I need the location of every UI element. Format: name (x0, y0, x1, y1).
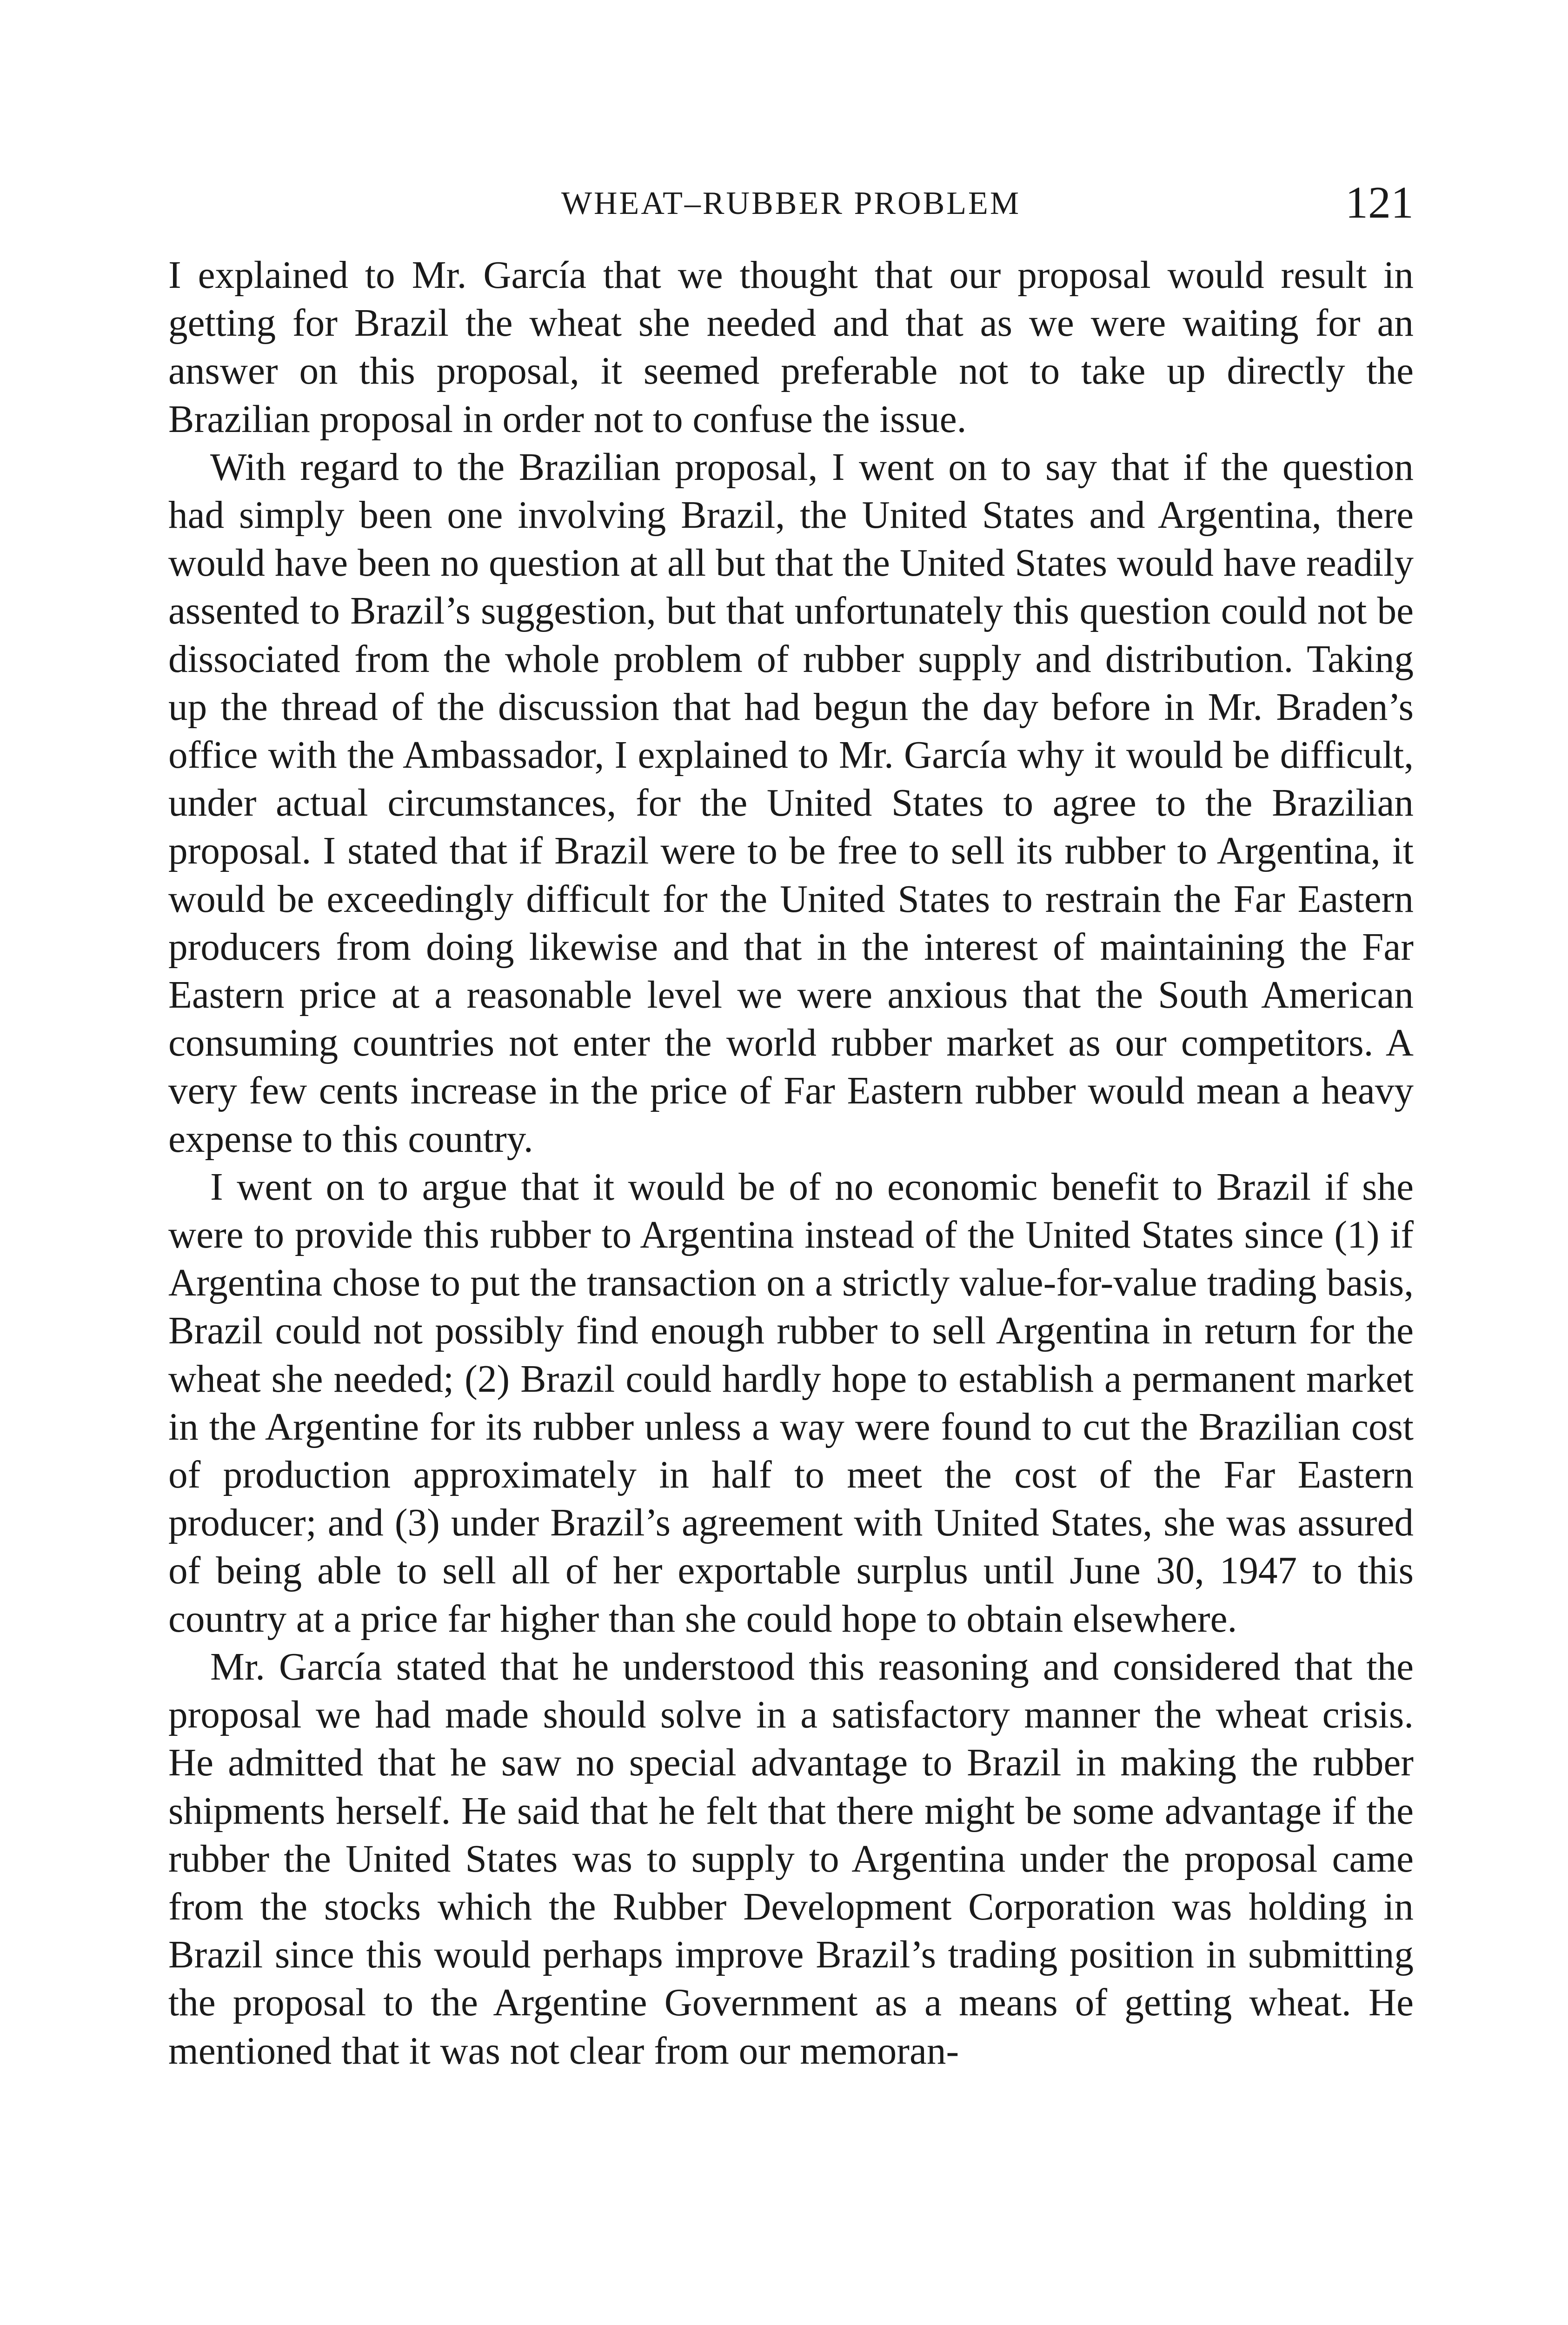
page-header (168, 177, 1414, 232)
paragraph-4: Mr. García stated that he understood this reasoning and considered that the proposal we had made should solve in a satisfactory manner the wheat crisis. He admitted that he saw no special advantage to Brazil in making the rubber shipments herself. He said that he felt that there might be some advantage if the rubber the United States was to supply to Argentina under the proposal came from the stocks which the Rubber Development Corporation was holding in Brazil since this would perhaps improve Brazil’s trading position in submitting the proposal to the Argentine Government as a means of getting wheat. He mentioned that it was not clear from our memoran- (168, 1645, 1414, 2072)
body-text (168, 251, 1414, 2075)
paragraph-2: With regard to the Brazilian proposal, I went on to say that if the question had simply been one involving Brazil, the United States and Argentina, there would have been no question at all but that the United States would have readily assented to Brazil’s suggestion, but that unfortunately this question could not be dissociated from the whole problem of rubber supply and distribution. Taking up the thread of the discussion that had begun the day before in Mr. Braden’s office with the Ambassador, I explained to Mr. García why it would be difficult, under actual circumstances, for the United States to agree to the Brazilian proposal. I stated that if Brazil were to be free to sell its rubber to Argentina, it would be exceedingly difficult for the United States to restrain the Far Eastern producers from doing likewise and that in the interest of maintaining the Far Eastern price at a reasonable level we were anxious that the South American consuming countries not enter the world rubber market as our competitors. A very few cents increase in the price of Far Eastern rubber would mean a heavy expense to this country. (168, 445, 1414, 1160)
paragraph-3: I went on to argue that it would be of no economic benefit to Brazil if she were to provide this rubber to Argentina instead of the United States since (1) if Argentina chose to put the transaction on a strictly value-for-value trading basis, Brazil could not possibly find enough rubber to sell Argentina in return for the wheat she needed; (2) Brazil could hardly hope to establish a permanent market in the Argentine for its rubber unless a way were found to cut the Brazilian cost of production approximately in half to meet the cost of the Far Eastern producer; and (3) under Brazil’s agreement with United States, she was assured of being able to sell all of her exportable surplus until June 30, 1947 to this country at a price far higher than she could hope to obtain elsewhere. (168, 1165, 1414, 1640)
paragraph-1: I explained to Mr. García that we thought that our proposal would result in getting for Brazil the wheat she needed and that as we were waiting for an answer on this proposal, it seemed preferable not to take up directly the Brazilian proposal in order not to confuse the issue. (168, 253, 1414, 440)
running-title: WHEAT–RUBBER PROBLEM (561, 186, 1021, 221)
page-number: 121 (1345, 178, 1414, 228)
